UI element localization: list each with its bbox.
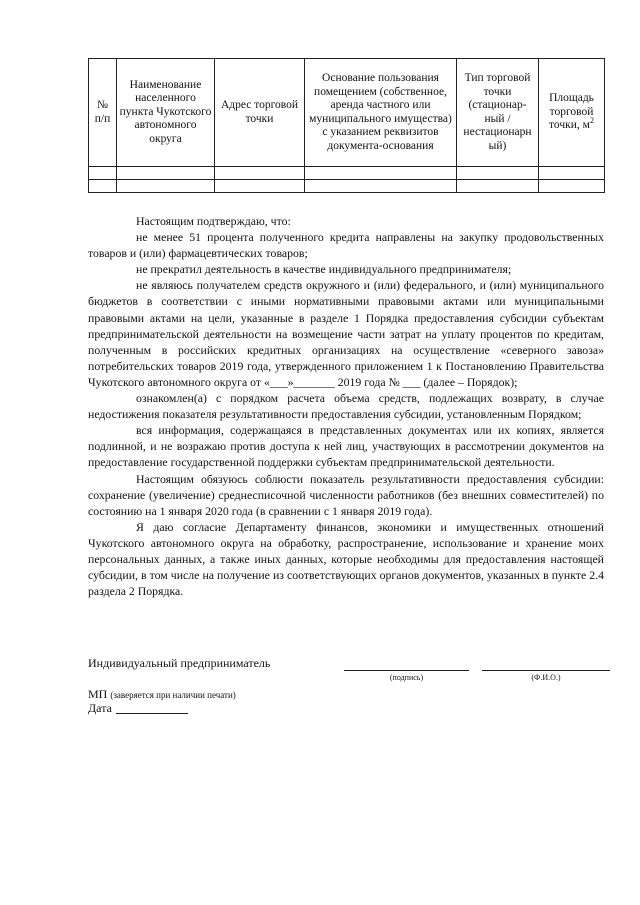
trading-points-table <box>88 58 605 193</box>
header-area-superscript: 2 <box>589 116 594 126</box>
date-line <box>116 713 188 714</box>
signature-caption: (подпись) <box>389 673 424 682</box>
table-header-row <box>89 59 605 167</box>
stamp-note: (заверяется при наличии печати) <box>110 690 236 700</box>
date-field <box>88 701 188 715</box>
table-cell <box>89 167 117 180</box>
table-cell <box>117 167 215 180</box>
paragraph-intro: Настоящим подтверждаю, что: <box>136 214 291 228</box>
paragraph-not-recipient: не являюсь получателем средств окружного и (или) федерального, и (или) муниципального бюджетов в соответствии с иными нормативными правовыми актами или муниципальными правовыми актами на цели, указанные в разделе 1 Порядка предоставления субсидии субъектам предпринимательской деятельности на возмещение части затрат на уплату процентов по кредитам, полученным в российских кредитных организациях на осуществление «северного завоза» потребительских товаров 2019 года, утвержденного приложением 1 к Постановлению Правительства Чукотского автономного округа от «___»_______ 2019 года № ___ (далее – Порядок); <box>88 278 604 389</box>
signatory-label: Индивидуальный предприниматель <box>88 656 271 670</box>
stamp-place <box>88 687 236 702</box>
header-area <box>539 59 605 167</box>
table-cell <box>305 180 457 193</box>
full-name-caption: (Ф.И.О.) <box>531 673 561 682</box>
paragraph-obligation: Настоящим обязуюсь соблюсти показатель результативности предоставления субсидии: сохранение (увеличение) среднесписочной численности работников (без внешних совместителей) по состоянию на 1 января 2020 года (в сравнении с 1 января 2019 года). <box>88 471 604 518</box>
paragraph-activity: не прекратил деятельность в качестве индивидуального предпринимателя; <box>136 262 512 277</box>
paragraph-acquainted: ознакомлен(а) с порядком расчета объема средств, подлежащих возврату, в случае недостижения показателя результативности предоставления субсидии, установленным Порядком; <box>88 391 604 422</box>
table-cell <box>539 167 605 180</box>
stamp-label: МП <box>88 687 108 701</box>
table-cell <box>215 167 305 180</box>
header-address: Адрес торговой точки <box>215 59 305 167</box>
declaration-text <box>88 213 604 599</box>
table-row <box>89 167 605 180</box>
table-cell <box>305 167 457 180</box>
table-cell <box>457 167 539 180</box>
header-area-label: Площадь торговой точки, м <box>549 92 594 132</box>
table-cell <box>215 180 305 193</box>
header-num: № п/п <box>89 59 117 167</box>
date-label: Дата <box>88 701 112 715</box>
paragraph-consent: Я даю согласие Департаменту финансов, экономики и имущественных отношений Чукотского автономного округа на обработку, распространение, использование и хранение моих персональных данных, а также иных данных, которые необходимы для предоставления настоящей субсидии, в том числе на получение из соответствующих органов документов, указанных в пункте 2.4 раздела 2 Порядка. <box>88 519 604 599</box>
table-cell <box>117 180 215 193</box>
paragraph-authenticity: вся информация, содержащаяся в представленных документах или их копиях, является подлинной, и не возражаю против доступа к ней лиц, участвующих в рассмотрении документов на предоставление государственной поддержки субъектам предпринимательской деятельности. <box>88 423 604 470</box>
header-type: Тип торговой точки (стационар-ный / нестационарн ый) <box>457 59 539 167</box>
paragraph-credit-usage: не менее 51 процента полученного кредита направлены на закупку продовольственных товаров и (или) фармацевтических товаров; <box>88 230 604 261</box>
header-settlement: Наименование населенного пункта Чукотского автономного округа <box>117 59 215 167</box>
table-cell <box>89 180 117 193</box>
full-name-line <box>482 670 610 671</box>
table-row <box>89 180 605 193</box>
table-cell <box>457 180 539 193</box>
header-basis: Основание пользования помещением (собственное, аренда частного или муниципального имущества) с указанием реквизитов документа-основания <box>305 59 457 167</box>
signature-line <box>344 670 469 671</box>
table-cell <box>539 180 605 193</box>
